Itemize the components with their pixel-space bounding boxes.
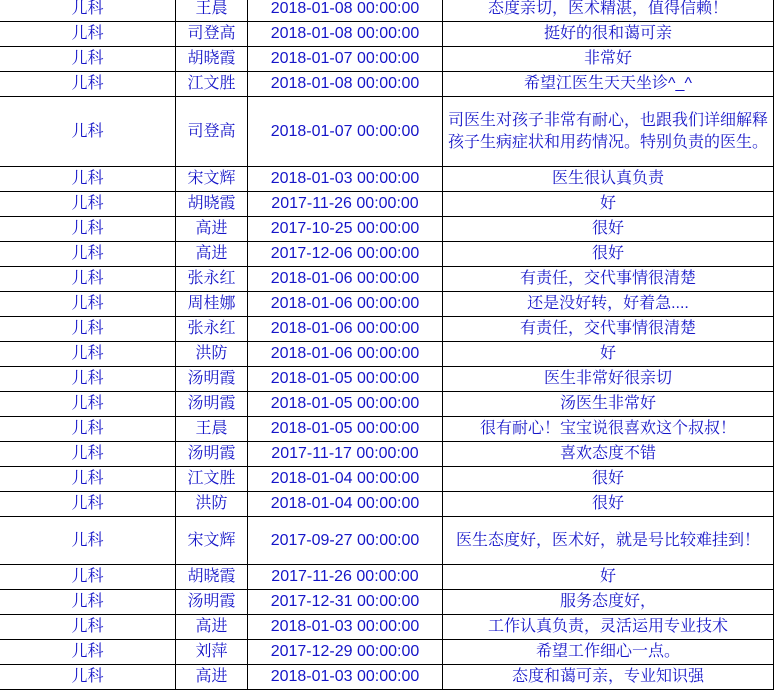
doctor-name-cell: 周桂娜	[176, 292, 248, 317]
department-cell: 儿科	[0, 517, 176, 565]
department-cell: 儿科	[0, 640, 176, 665]
department-cell: 儿科	[0, 0, 176, 22]
doctor-name-cell: 汤明霞	[176, 590, 248, 615]
review-comment-cell: 司医生对孩子非常有耐心，也跟我们详细解释孩子生病症状和用药情况。特别负责的医生。	[443, 97, 774, 167]
department-cell: 儿科	[0, 317, 176, 342]
table-row	[0, 192, 774, 217]
review-date-cell: 2018-01-08 00:00:00	[248, 0, 443, 22]
department-cell: 儿科	[0, 442, 176, 467]
review-date-cell: 2018-01-05 00:00:00	[248, 367, 443, 392]
review-comment-cell: 还是没好转，好着急....	[443, 292, 774, 317]
review-comment-cell: 挺好的很和蔼可亲	[443, 22, 774, 47]
review-comment-cell: 很好	[443, 217, 774, 242]
review-date-cell: 2018-01-07 00:00:00	[248, 47, 443, 72]
review-comment-cell: 汤医生非常好	[443, 392, 774, 417]
department-cell: 儿科	[0, 467, 176, 492]
review-date-cell: 2018-01-08 00:00:00	[248, 22, 443, 47]
review-comment-cell: 很好	[443, 492, 774, 517]
review-date-cell: 2017-11-26 00:00:00	[248, 565, 443, 590]
review-date-cell: 2017-09-27 00:00:00	[248, 517, 443, 565]
review-date-cell: 2018-01-06 00:00:00	[248, 342, 443, 367]
review-date-cell: 2018-01-07 00:00:00	[248, 97, 443, 167]
table-row	[0, 492, 774, 517]
review-date-cell: 2017-11-26 00:00:00	[248, 192, 443, 217]
department-cell: 儿科	[0, 392, 176, 417]
review-date-cell: 2018-01-03 00:00:00	[248, 665, 443, 690]
doctor-name-cell: 江文胜	[176, 467, 248, 492]
review-comment-cell: 医生态度好，医术好，就是号比较难挂到！	[443, 517, 774, 565]
table-row	[0, 47, 774, 72]
table-row	[0, 517, 774, 565]
review-comment-cell: 好	[443, 565, 774, 590]
review-comment-cell: 医生非常好很亲切	[443, 367, 774, 392]
department-cell: 儿科	[0, 217, 176, 242]
doctor-name-cell: 汤明霞	[176, 442, 248, 467]
review-comment-cell: 好	[443, 342, 774, 367]
review-comment-cell: 好	[443, 192, 774, 217]
review-date-cell: 2018-01-06 00:00:00	[248, 292, 443, 317]
department-cell: 儿科	[0, 97, 176, 167]
doctor-name-cell: 洪防	[176, 342, 248, 367]
department-cell: 儿科	[0, 590, 176, 615]
doctor-name-cell: 高进	[176, 217, 248, 242]
department-cell: 儿科	[0, 367, 176, 392]
doctor-name-cell: 高进	[176, 615, 248, 640]
review-date-cell: 2017-12-31 00:00:00	[248, 590, 443, 615]
doctor-name-cell: 张永红	[176, 267, 248, 292]
doctor-name-cell: 汤明霞	[176, 392, 248, 417]
table-row	[0, 640, 774, 665]
review-comment-cell: 很好	[443, 242, 774, 267]
table-row	[0, 392, 774, 417]
review-date-cell: 2018-01-03 00:00:00	[248, 167, 443, 192]
doctor-name-cell: 刘萍	[176, 640, 248, 665]
review-date-cell: 2018-01-05 00:00:00	[248, 392, 443, 417]
review-date-cell: 2017-12-29 00:00:00	[248, 640, 443, 665]
table-row	[0, 292, 774, 317]
doctor-name-cell: 王晨	[176, 0, 248, 22]
table-row	[0, 417, 774, 442]
table-row	[0, 167, 774, 192]
table-row	[0, 342, 774, 367]
doctor-name-cell: 高进	[176, 242, 248, 267]
table-row	[0, 317, 774, 342]
table-row	[0, 590, 774, 615]
review-date-cell: 2018-01-04 00:00:00	[248, 467, 443, 492]
review-comment-cell: 有责任，交代事情很清楚	[443, 317, 774, 342]
department-cell: 儿科	[0, 192, 176, 217]
review-comment-cell: 态度亲切，医术精湛，值得信赖！	[443, 0, 774, 22]
review-date-cell: 2018-01-06 00:00:00	[248, 317, 443, 342]
department-cell: 儿科	[0, 342, 176, 367]
table-row	[0, 22, 774, 47]
doctor-name-cell: 司登高	[176, 22, 248, 47]
department-cell: 儿科	[0, 242, 176, 267]
review-comment-cell: 很好	[443, 467, 774, 492]
table-row	[0, 0, 774, 22]
department-cell: 儿科	[0, 292, 176, 317]
department-cell: 儿科	[0, 167, 176, 192]
doctor-name-cell: 宋文辉	[176, 167, 248, 192]
review-date-cell: 2018-01-04 00:00:00	[248, 492, 443, 517]
department-cell: 儿科	[0, 615, 176, 640]
review-comment-cell: 有责任，交代事情很清楚	[443, 267, 774, 292]
doctor-name-cell: 胡晓霞	[176, 47, 248, 72]
department-cell: 儿科	[0, 22, 176, 47]
table-row	[0, 665, 774, 690]
doctor-name-cell: 张永红	[176, 317, 248, 342]
table-row	[0, 217, 774, 242]
review-comment-cell: 很有耐心！宝宝说很喜欢这个叔叔！	[443, 417, 774, 442]
table-row	[0, 97, 774, 167]
department-cell: 儿科	[0, 417, 176, 442]
review-comment-cell: 希望江医生天天坐诊^_^	[443, 72, 774, 97]
review-date-cell: 2018-01-08 00:00:00	[248, 72, 443, 97]
review-comment-cell: 希望工作细心一点。	[443, 640, 774, 665]
department-cell: 儿科	[0, 492, 176, 517]
table-row	[0, 615, 774, 640]
review-comment-cell: 服务态度好，	[443, 590, 774, 615]
table-row	[0, 267, 774, 292]
doctor-name-cell: 胡晓霞	[176, 192, 248, 217]
department-cell: 儿科	[0, 565, 176, 590]
table-row	[0, 565, 774, 590]
department-cell: 儿科	[0, 665, 176, 690]
doctor-name-cell: 江文胜	[176, 72, 248, 97]
table-row	[0, 242, 774, 267]
table-row	[0, 442, 774, 467]
table-row	[0, 367, 774, 392]
table-row	[0, 72, 774, 97]
review-date-cell: 2018-01-06 00:00:00	[248, 267, 443, 292]
review-date-cell: 2017-12-06 00:00:00	[248, 242, 443, 267]
doctor-name-cell: 高进	[176, 665, 248, 690]
review-comment-cell: 工作认真负责，灵活运用专业技术	[443, 615, 774, 640]
doctor-name-cell: 汤明霞	[176, 367, 248, 392]
review-date-cell: 2018-01-03 00:00:00	[248, 615, 443, 640]
review-date-cell: 2017-11-17 00:00:00	[248, 442, 443, 467]
review-date-cell: 2017-10-25 00:00:00	[248, 217, 443, 242]
doctor-name-cell: 宋文辉	[176, 517, 248, 565]
review-comment-cell: 喜欢态度不错	[443, 442, 774, 467]
department-cell: 儿科	[0, 72, 176, 97]
department-cell: 儿科	[0, 47, 176, 72]
review-comment-cell: 医生很认真负责	[443, 167, 774, 192]
doctor-name-cell: 胡晓霞	[176, 565, 248, 590]
department-cell: 儿科	[0, 267, 176, 292]
doctor-name-cell: 洪防	[176, 492, 248, 517]
doctor-name-cell: 司登高	[176, 97, 248, 167]
doctor-name-cell: 王晨	[176, 417, 248, 442]
review-comment-cell: 态度和蔼可亲，专业知识强	[443, 665, 774, 690]
review-date-cell: 2018-01-05 00:00:00	[248, 417, 443, 442]
table-row	[0, 467, 774, 492]
review-comment-cell: 非常好	[443, 47, 774, 72]
